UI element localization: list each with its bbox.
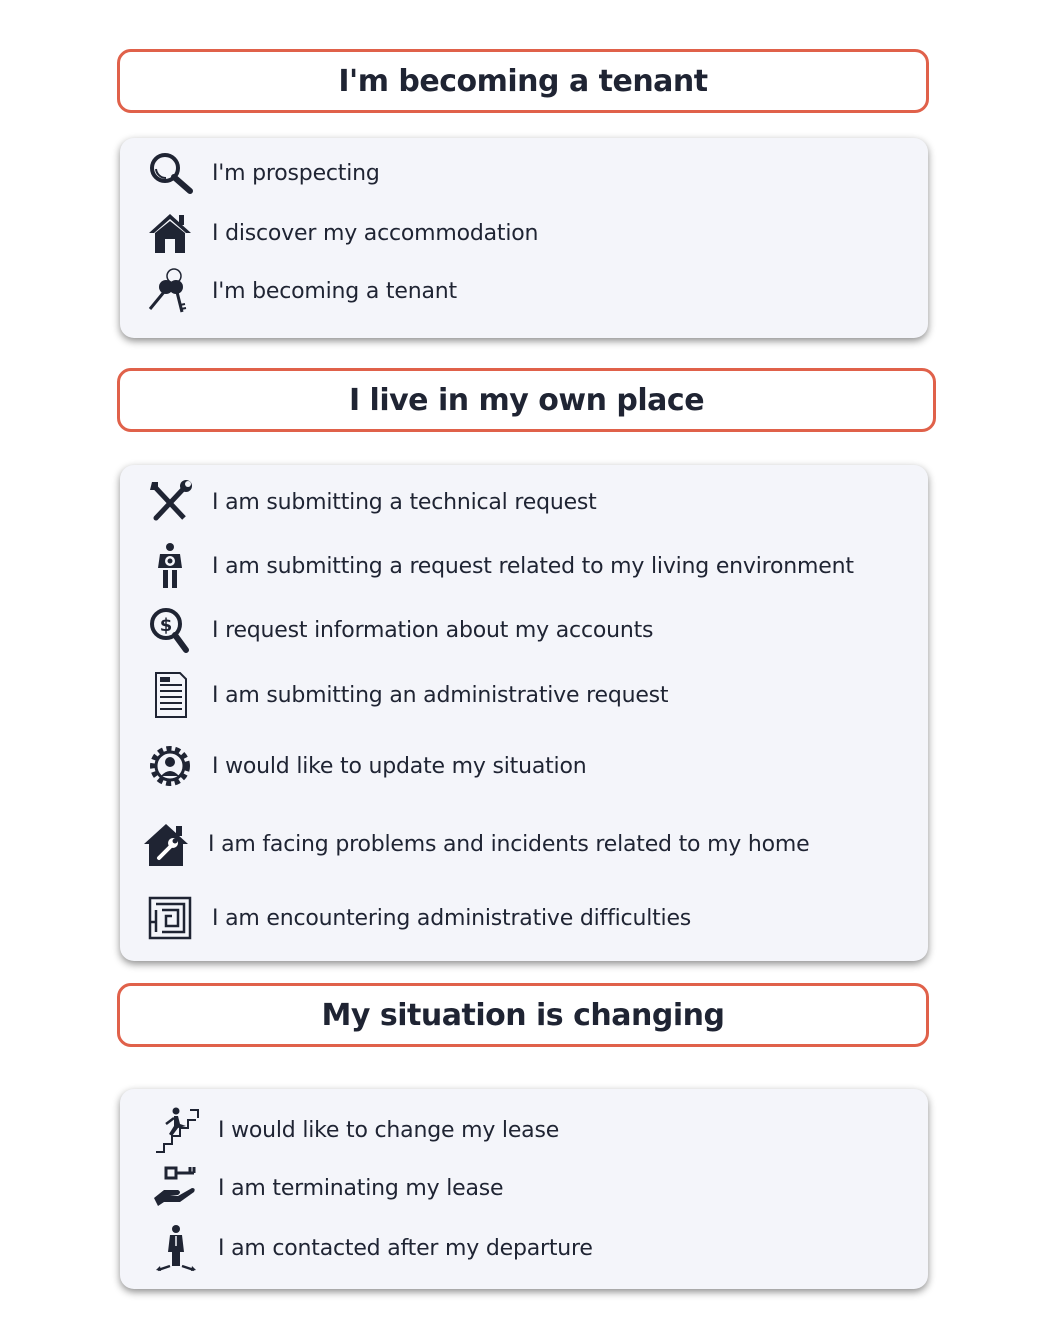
- list-item-accounts[interactable]: [142, 605, 653, 655]
- list-item-becoming-tenant[interactable]: [142, 266, 457, 316]
- section-header: [117, 983, 929, 1047]
- list-item-label: I am encountering administrative difficulties: [212, 905, 692, 931]
- list-item-prospecting[interactable]: [142, 148, 380, 198]
- list-item-technical-request[interactable]: [142, 477, 597, 527]
- section-title: I'm becoming a tenant: [338, 63, 708, 99]
- document-icon: [142, 670, 198, 720]
- list-item-label: I am submitting a technical request: [212, 489, 597, 515]
- list-item-label: I am submitting a request related to my living environment: [212, 553, 854, 579]
- section-header: [117, 49, 929, 113]
- list-item-living-environment[interactable]: [142, 541, 854, 591]
- house-wrench-icon: [138, 819, 194, 869]
- section-panel: [120, 138, 928, 338]
- list-item-label: I would like to change my lease: [218, 1117, 560, 1143]
- list-item-label: I request information about my accounts: [212, 617, 654, 643]
- list-item-label: I discover my accommodation: [212, 220, 539, 246]
- list-item-change-lease[interactable]: [148, 1105, 559, 1155]
- house-icon: [142, 208, 198, 258]
- list-item-administrative-difficulties[interactable]: [142, 893, 691, 943]
- climbing-stairs-icon: [148, 1105, 204, 1155]
- list-item-label: I am facing problems and incidents related to my home: [208, 831, 810, 857]
- list-item-discover[interactable]: [142, 208, 538, 258]
- keys-icon: [142, 266, 198, 316]
- tools-icon: [142, 477, 198, 527]
- section-title: I live in my own place: [348, 382, 705, 418]
- svg-text:$: $: [159, 615, 173, 636]
- section-title: My situation is changing: [321, 997, 725, 1033]
- gear-person-icon: [142, 741, 198, 791]
- key-hand-icon: [148, 1163, 204, 1213]
- magnifier-icon: [142, 148, 198, 198]
- list-item-label: I am submitting an administrative request: [212, 682, 669, 708]
- list-item-label: I'm becoming a tenant: [212, 278, 457, 304]
- list-item-label: I would like to update my situation: [212, 753, 587, 779]
- list-item-label: I'm prospecting: [212, 160, 380, 186]
- list-item-label: I am terminating my lease: [218, 1175, 504, 1201]
- list-item-label: I am contacted after my departure: [218, 1235, 593, 1261]
- section-header: [117, 368, 936, 432]
- list-item-update-situation[interactable]: [142, 741, 586, 791]
- maze-icon: [142, 893, 198, 943]
- section-panel: [120, 465, 928, 961]
- person-crossroads-icon: [148, 1223, 204, 1273]
- section-panel: [120, 1089, 928, 1289]
- list-item-home-problems[interactable]: [138, 819, 809, 869]
- person-gear-icon: [142, 541, 198, 591]
- dollar-search-icon: [142, 605, 198, 655]
- list-item-contacted-after-departure[interactable]: [148, 1223, 593, 1273]
- list-item-administrative-request[interactable]: [142, 670, 668, 720]
- list-item-terminate-lease[interactable]: [148, 1163, 503, 1213]
